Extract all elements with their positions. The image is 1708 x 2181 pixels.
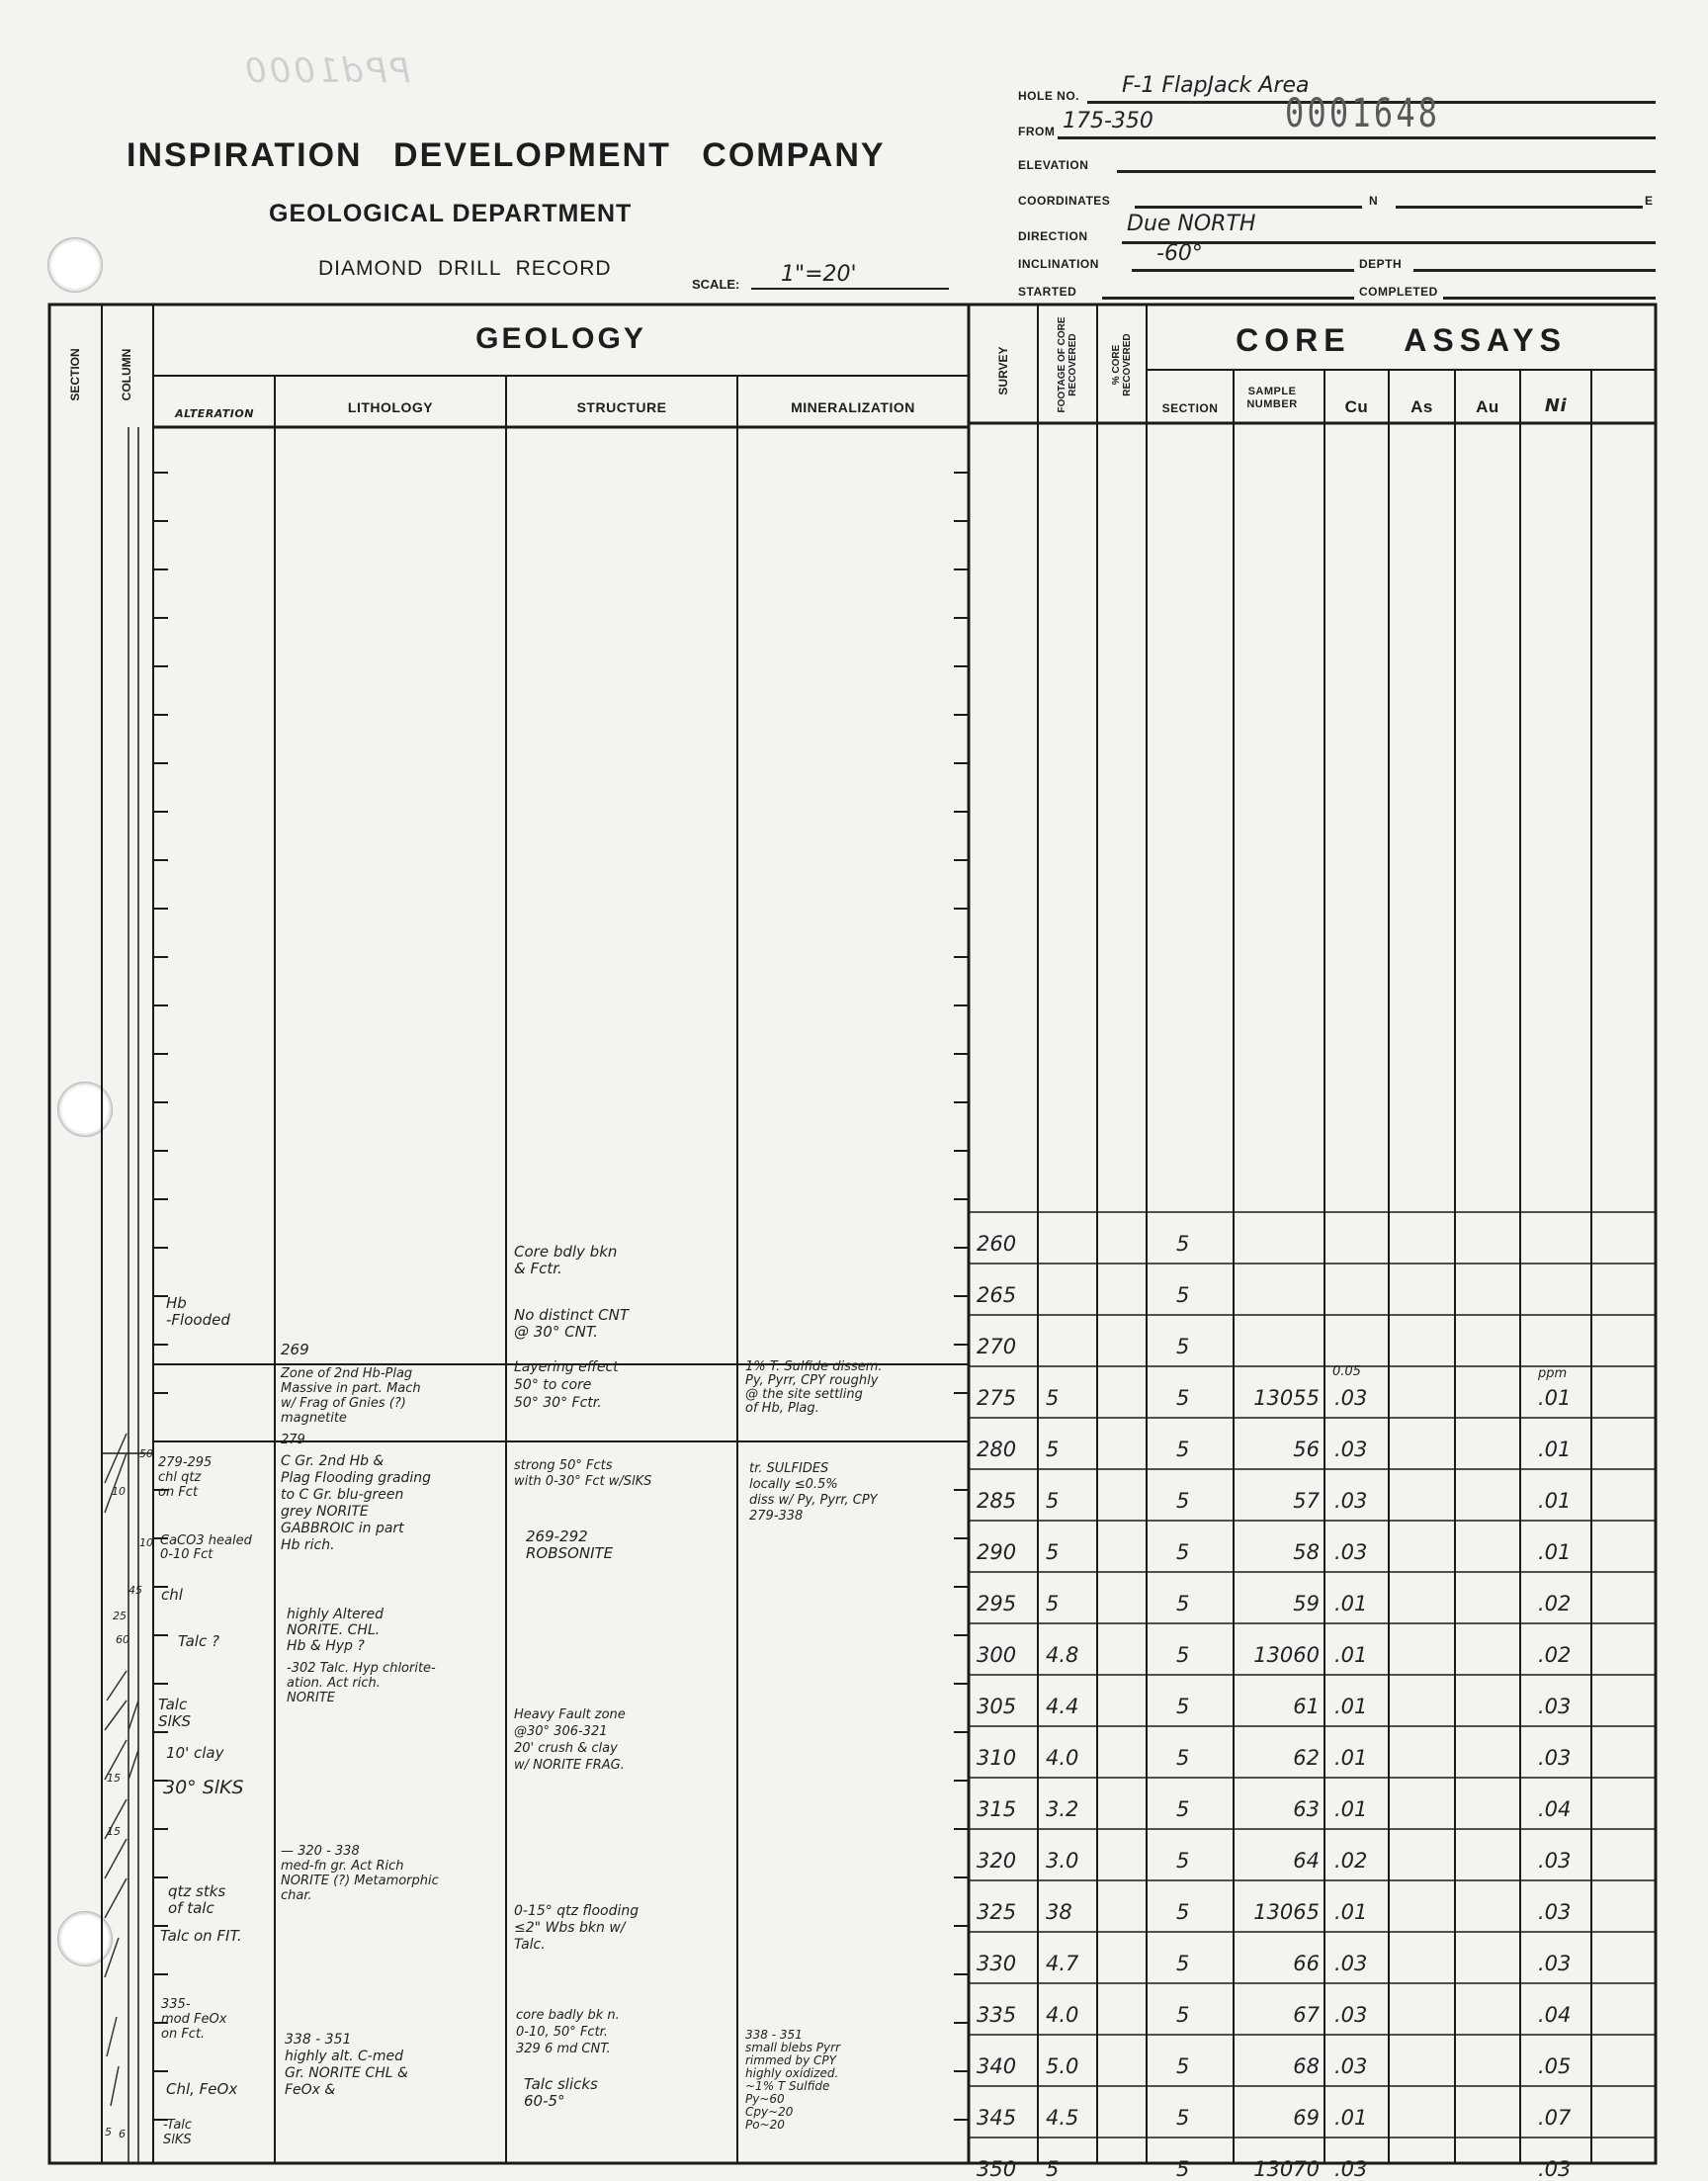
min-tr-sulfides: tr. SULFIDES locally ≤0.5% diss w/ Py, Pyrr, CPY 279-338 xyxy=(749,1461,878,1524)
survey-depth: 260 xyxy=(977,1232,1017,1256)
sample-number: 13060 xyxy=(1253,1643,1320,1667)
lith-cgr: C Gr. 2nd Hb & Plag Flooding grading to C Gr. blu-green grey NORITE GABBROIC in part Hb rich. xyxy=(281,1453,432,1553)
column-marker: 6 xyxy=(119,2128,126,2140)
survey-depth: 335 xyxy=(977,2003,1017,2027)
alt-clay: 10' clay xyxy=(166,1744,224,1762)
from-value: 175-350 xyxy=(1063,109,1153,133)
ni-value: .03 xyxy=(1538,1849,1572,1873)
assay-section-value: 5 xyxy=(1176,1438,1190,1461)
inclination-label: INCLINATION xyxy=(1018,257,1099,271)
assay-section-value: 5 xyxy=(1176,1232,1190,1256)
ni-value: .04 xyxy=(1538,1797,1572,1821)
column-marker: 60 xyxy=(116,1633,129,1646)
alt-talc-slks-2: -Talc SlKS xyxy=(163,2118,193,2147)
footage-value: 4.5 xyxy=(1046,2106,1079,2130)
min-338: 338 - 351 small blebs Pyrr rimmed by CPY highly oxidized. ~1% T Sulfide Py~60 Cpy~20 Po~20 xyxy=(745,2028,840,2132)
alt-hb-flooded: Hb -Flooded xyxy=(166,1294,230,1329)
struct-robsonite: 269-292 ROBSONITE xyxy=(526,1527,614,1562)
ni-value: .03 xyxy=(1538,1952,1572,1975)
assay-section-value: 5 xyxy=(1176,1335,1190,1358)
sample-number: 61 xyxy=(1293,1695,1320,1718)
ni-value: .01 xyxy=(1538,1540,1572,1564)
struct-heavy: Heavy Fault zone @30° 306-321 20' crush & clay w/ NORITE FRAG. xyxy=(514,1707,626,1773)
lithology-header: LITHOLOGY xyxy=(347,399,434,415)
lith-269: 269 xyxy=(281,1341,309,1358)
assay-section-value: 5 xyxy=(1176,2157,1190,2181)
footage-value: 5 xyxy=(1046,2157,1060,2181)
survey-depth: 315 xyxy=(977,1797,1017,1821)
assay-section-value: 5 xyxy=(1176,1900,1190,1924)
au-header: Au xyxy=(1476,397,1499,416)
stamp-number: 0001648 xyxy=(1285,91,1441,136)
ni-value: .03 xyxy=(1538,1900,1572,1924)
elevation-label: ELEVATION xyxy=(1018,158,1089,172)
company-title: INSPIRATION DEVELOPMENT COMPANY xyxy=(127,136,886,174)
lith-320: — 320 - 338 med-fn gr. Act Rich NORITE (?) Metamorphic char. xyxy=(281,1844,439,1903)
cu-value: .03 xyxy=(1334,2054,1368,2078)
assay-section-value: 5 xyxy=(1176,1540,1190,1564)
lith-338: 338 - 351 highly alt. C-med Gr. NORITE CHL & FeOx & xyxy=(285,2032,408,2098)
column-marker: 15 xyxy=(107,1772,121,1785)
sample-number: 68 xyxy=(1293,2054,1320,2078)
footage-value: 4.0 xyxy=(1046,1746,1079,1770)
ni-value: .02 xyxy=(1538,1592,1572,1615)
sample-number: 57 xyxy=(1293,1489,1320,1513)
alt-slks30: 30° SlKS xyxy=(163,1777,244,1798)
assay-section-value: 5 xyxy=(1176,1849,1190,1873)
sample-number: 62 xyxy=(1293,1746,1320,1770)
struct-layering: Layering effect 50° to core 50° 30° Fctr. xyxy=(514,1359,619,1411)
cu-note-275: 0.05 xyxy=(1332,1364,1361,1379)
struct-no-distinct: No distinct CNT @ 30° CNT. xyxy=(514,1306,629,1341)
survey-depth: 290 xyxy=(977,1540,1017,1564)
sample-number-header: SAMPLE NUMBER xyxy=(1246,386,1298,410)
ni-value: .01 xyxy=(1538,1386,1572,1410)
assay-section-value: 5 xyxy=(1176,1746,1190,1770)
survey-depth: 345 xyxy=(977,2106,1017,2130)
alteration-header: ALTERATION xyxy=(175,407,254,420)
ni-note-275: ppm xyxy=(1538,1366,1568,1381)
assay-section-value: 5 xyxy=(1176,1592,1190,1615)
column-marker: 5 xyxy=(105,2126,112,2138)
cu-value: .01 xyxy=(1334,1695,1368,1718)
footage-value: 4.7 xyxy=(1046,1952,1079,1975)
cu-value: .03 xyxy=(1334,1540,1368,1564)
ni-value: .03 xyxy=(1538,2157,1572,2181)
column-marker: 45 xyxy=(128,1584,142,1597)
alt-talc: Talc ? xyxy=(178,1632,219,1650)
lith-altered: highly Altered NORITE. CHL. Hb & Hyp ? xyxy=(287,1607,384,1654)
sample-number: 13055 xyxy=(1253,1386,1320,1410)
survey-depth: 320 xyxy=(977,1849,1017,1873)
mineralization-header: MINERALIZATION xyxy=(791,399,915,415)
ni-value: .05 xyxy=(1538,2054,1572,2078)
struct-talc-slicks: Talc slicks 60-5° xyxy=(524,2075,598,2110)
alt-chl-qtz: 279-295 chl qtz on Fct xyxy=(158,1455,213,1500)
sample-number: 63 xyxy=(1293,1797,1320,1821)
depth-label: DEPTH xyxy=(1359,257,1403,271)
struct-core-badly: core badly bk n. 0-10, 50° Fctr. 329 6 md CNT. xyxy=(516,2008,620,2056)
hole-no-label: HOLE NO. xyxy=(1018,89,1080,103)
hole-no-value: F-1 FlapJack Area xyxy=(1122,73,1310,98)
sample-number: 13065 xyxy=(1253,1900,1320,1924)
survey-depth: 265 xyxy=(977,1283,1017,1307)
alt-qtz-stks: qtz stks of talc xyxy=(168,1882,226,1917)
scale-label: SCALE: xyxy=(692,277,740,292)
survey-depth: 310 xyxy=(977,1746,1017,1770)
ni-value: .07 xyxy=(1538,2106,1572,2130)
lith-302: -302 Talc. Hyp chlorite- ation. Act rich. NORITE xyxy=(287,1661,436,1705)
completed-label: COMPLETED xyxy=(1359,285,1438,299)
survey-depth: 270 xyxy=(977,1335,1017,1358)
cu-value: .03 xyxy=(1334,2003,1368,2027)
cu-value: .01 xyxy=(1334,1746,1368,1770)
assay-section-value: 5 xyxy=(1176,1695,1190,1718)
alt-chl: chl xyxy=(161,1586,183,1604)
direction-value: Due NORTH xyxy=(1127,212,1256,236)
column-marker: 15 xyxy=(107,1825,121,1838)
structure-header: STRUCTURE xyxy=(576,399,667,415)
started-label: STARTED xyxy=(1018,285,1077,299)
sample-number: 56 xyxy=(1293,1438,1320,1461)
alt-talc-fit: Talc on FIT. xyxy=(160,1927,242,1945)
footage-value: 4.8 xyxy=(1046,1643,1079,1667)
direction-label: DIRECTION xyxy=(1018,229,1088,243)
record-type: DIAMOND DRILL RECORD xyxy=(318,257,612,280)
min-sulfide: 1% T. Sulfide dissem. Py, Pyrr, CPY roughly @ the site settling of Hb, Plag. xyxy=(745,1359,883,1416)
footage-value: 5 xyxy=(1046,1592,1060,1615)
footage-value: 5 xyxy=(1046,1540,1060,1564)
assay-section-value: 5 xyxy=(1176,1797,1190,1821)
cu-header: Cu xyxy=(1344,397,1369,416)
ni-value: .04 xyxy=(1538,2003,1572,2027)
from-label: FROM xyxy=(1018,125,1056,138)
column-marker: 10 xyxy=(112,1485,126,1498)
survey-depth: 285 xyxy=(977,1489,1017,1513)
footage-value: 3.2 xyxy=(1046,1797,1079,1821)
ni-header: Ni xyxy=(1544,395,1568,416)
e-label: E xyxy=(1645,194,1654,208)
ni-value: .02 xyxy=(1538,1643,1572,1667)
scale-value: 1"=20' xyxy=(781,262,857,287)
sample-number: 66 xyxy=(1293,1952,1320,1975)
footage-value: 4.0 xyxy=(1046,2003,1079,2027)
sample-number: 67 xyxy=(1293,2003,1320,2027)
assay-section-header: SECTION xyxy=(1161,401,1219,415)
assay-section-value: 5 xyxy=(1176,2054,1190,2078)
footage-value: 5.0 xyxy=(1046,2054,1079,2078)
column-header: COLUMN xyxy=(120,348,133,401)
survey-depth: 295 xyxy=(977,1592,1017,1615)
cu-value: .03 xyxy=(1334,2157,1368,2181)
sample-number: 13070 xyxy=(1253,2157,1320,2181)
ni-value: .01 xyxy=(1538,1438,1572,1461)
survey-depth: 340 xyxy=(977,2054,1017,2078)
assay-section-value: 5 xyxy=(1176,1489,1190,1513)
cu-value: .03 xyxy=(1334,1489,1368,1513)
cu-value: .03 xyxy=(1334,1438,1368,1461)
coordinates-label: COORDINATES xyxy=(1018,194,1111,208)
ni-value: .03 xyxy=(1538,1695,1572,1718)
footage-value: 5 xyxy=(1046,1489,1060,1513)
assay-section-value: 5 xyxy=(1176,1386,1190,1410)
pct-recovered-header: % CORE RECOVERED xyxy=(1111,333,1133,396)
cu-value: .01 xyxy=(1334,2106,1368,2130)
sample-number: 64 xyxy=(1293,1849,1320,1873)
footage-value: 5 xyxy=(1046,1386,1060,1410)
ni-value: .03 xyxy=(1538,1746,1572,1770)
sample-number: 58 xyxy=(1293,1540,1320,1564)
survey-depth: 330 xyxy=(977,1952,1017,1975)
faded-stamp-number: PPd1000 xyxy=(242,51,411,91)
alt-cacos: CaCO3 healed 0-10 Fct xyxy=(160,1533,252,1562)
alt-chl-feox: Chl, FeOx xyxy=(166,2080,238,2098)
lith-279: 279 xyxy=(281,1433,305,1447)
survey-depth: 280 xyxy=(977,1438,1017,1461)
alt-talc-slks: Talc SlKS xyxy=(158,1696,192,1730)
assay-section-value: 5 xyxy=(1176,1952,1190,1975)
n-label: N xyxy=(1369,194,1379,208)
footage-value: 38 xyxy=(1046,1900,1072,1924)
assay-section-value: 5 xyxy=(1176,2106,1190,2130)
assay-section-value: 5 xyxy=(1176,1643,1190,1667)
geology-header: GEOLOGY xyxy=(475,322,646,355)
struct-core-bdly: Core bdly bkn & Fctr. xyxy=(514,1243,618,1277)
struct-strong: strong 50° Fcts with 0-30° Fct w/SlKS xyxy=(514,1458,652,1489)
survey-depth: 300 xyxy=(977,1643,1017,1667)
footage-value: 3.0 xyxy=(1046,1849,1079,1873)
column-marker: 10 xyxy=(139,1536,153,1549)
survey-header: SURVEY xyxy=(996,346,1010,395)
assay-section-value: 5 xyxy=(1176,2003,1190,2027)
assay-section-value: 5 xyxy=(1176,1283,1190,1307)
cu-value: .02 xyxy=(1334,1849,1368,1873)
cu-value: .01 xyxy=(1334,1900,1368,1924)
sample-number: 69 xyxy=(1293,2106,1320,2130)
cu-value: .01 xyxy=(1334,1797,1368,1821)
footage-header: FOOTAGE OF CORE RECOVERED xyxy=(1057,316,1078,413)
survey-depth: 350 xyxy=(977,2157,1017,2181)
survey-depth: 325 xyxy=(977,1900,1017,1924)
inclination-value: -60° xyxy=(1156,241,1203,266)
cu-value: .01 xyxy=(1334,1643,1368,1667)
struct-qtz-flooding: 0-15° qtz flooding ≤2" Wbs bkn w/ Talc. xyxy=(514,1903,640,1953)
as-header: As xyxy=(1410,397,1433,416)
cu-value: .03 xyxy=(1334,1386,1368,1410)
sample-number: 59 xyxy=(1293,1592,1320,1615)
lith-zone: Zone of 2nd Hb-Plag Massive in part. Mach w/ Frag of Gnies (?) magnetite xyxy=(281,1366,421,1426)
section-header: SECTION xyxy=(68,348,82,401)
cu-value: .01 xyxy=(1334,1592,1368,1615)
alt-mod-feox: 335- mod FeOx on Fct. xyxy=(161,1997,227,2042)
cu-value: .03 xyxy=(1334,1952,1368,1975)
footage-value: 4.4 xyxy=(1046,1695,1079,1718)
footage-value: 5 xyxy=(1046,1438,1060,1461)
column-marker: 50 xyxy=(139,1447,153,1460)
survey-depth: 275 xyxy=(977,1386,1017,1410)
core-assays-header: CORE ASSAYS xyxy=(1236,322,1567,358)
ni-value: .01 xyxy=(1538,1489,1572,1513)
survey-depth: 305 xyxy=(977,1695,1017,1718)
column-marker: 25 xyxy=(113,1610,127,1622)
department-title: GEOLOGICAL DEPARTMENT xyxy=(269,200,633,227)
